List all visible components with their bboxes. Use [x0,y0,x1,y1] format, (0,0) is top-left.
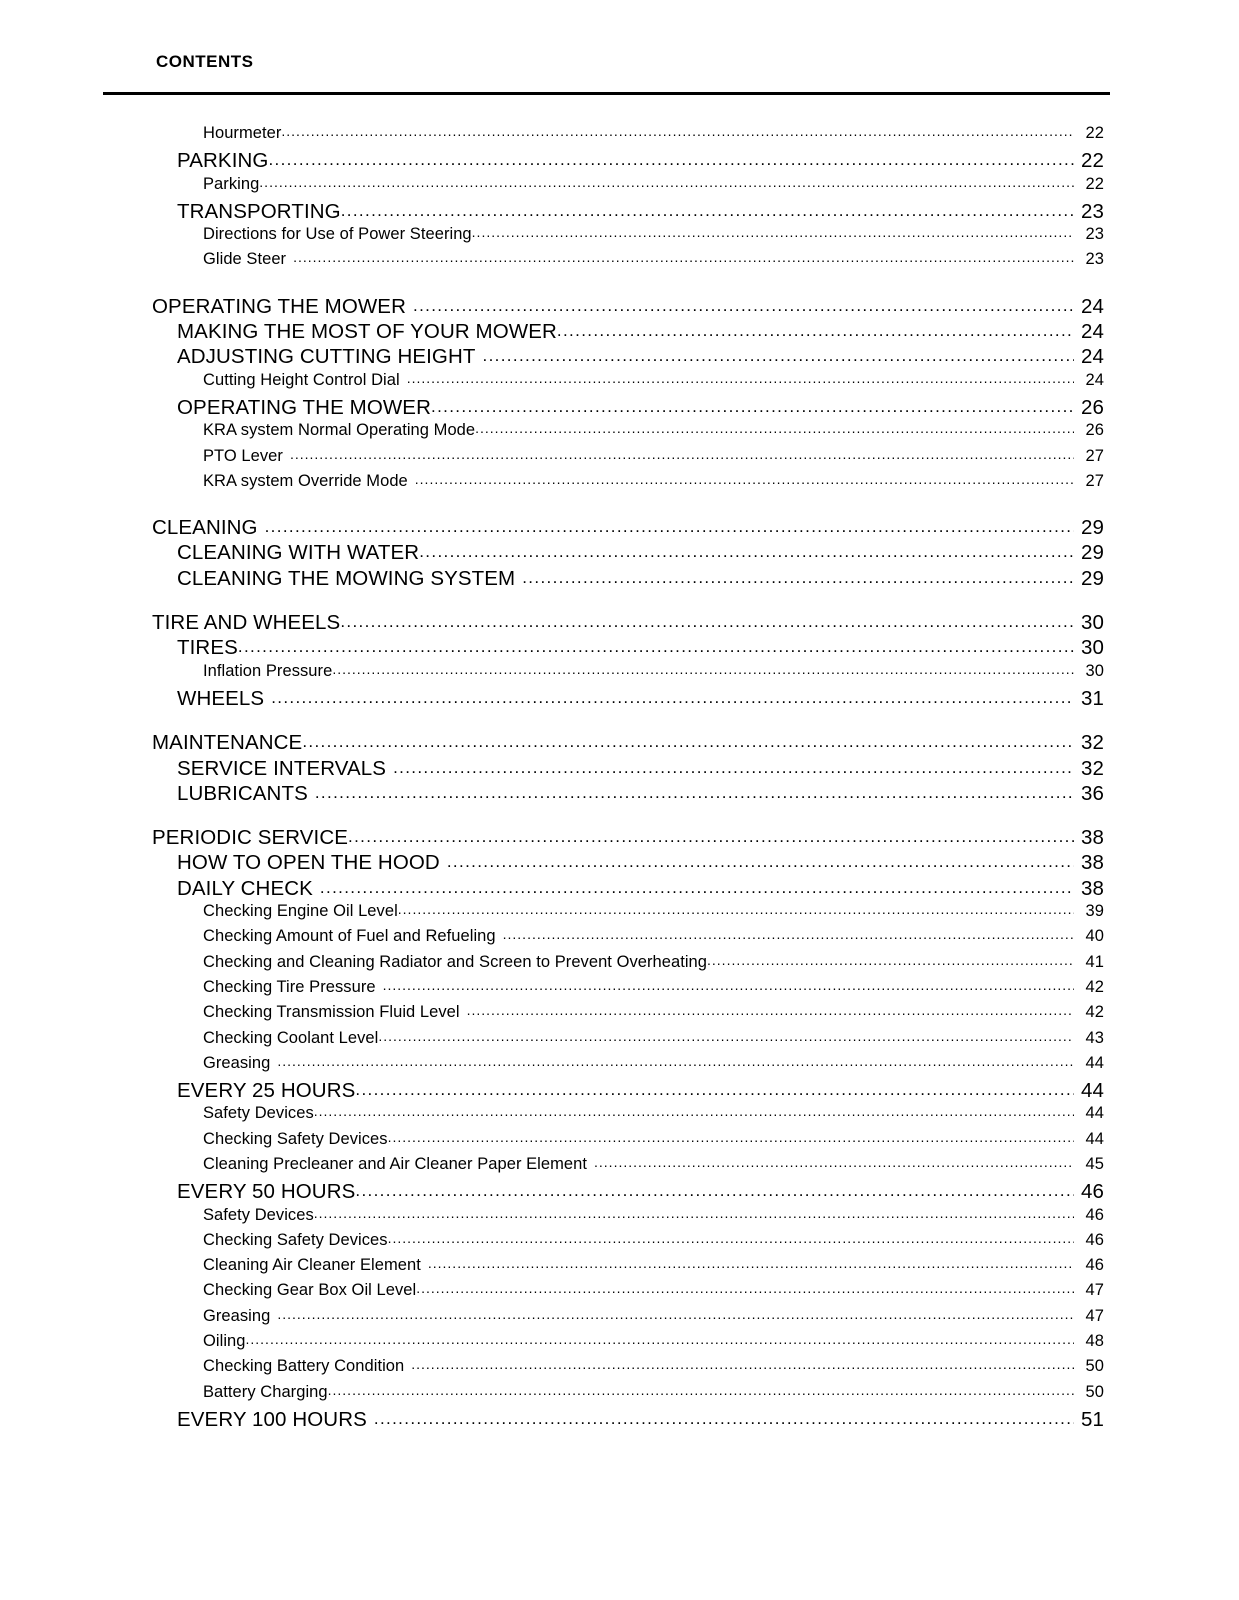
toc-leader-dots [411,1356,1074,1374]
toc-entry[interactable] [0,320,1239,345]
toc-entry[interactable] [0,1256,1239,1281]
toc-entry-page-number: 44 [1085,1129,1104,1148]
toc-entry-page-number: 31 [1080,686,1104,710]
toc-entry-label: Battery Charging [203,1382,328,1401]
toc-entry[interactable] [0,1079,1239,1104]
toc-entry-label: SERVICE INTERVALS [177,756,387,780]
toc-entry-label: TIRES [177,636,238,660]
toc-entry[interactable] [0,1231,1239,1256]
toc-entry-label: Parking [203,174,260,193]
toc-entry[interactable] [0,447,1239,472]
toc-entry-page-number: 30 [1080,636,1104,660]
toc-leader-dots [246,1331,1075,1349]
toc-entry[interactable] [0,1104,1239,1129]
toc-entry-page-number: 48 [1085,1332,1104,1351]
toc-group [0,731,1239,807]
toc-entry[interactable] [0,175,1239,200]
toc-leader-dots [472,224,1074,242]
toc-entry[interactable] [0,472,1239,497]
toc-entry-label: Cutting Height Control Dial [203,370,400,389]
toc-entry-label: Safety Devices [203,1205,314,1224]
toc-entry[interactable] [0,421,1239,446]
toc-entry-label: OPERATING THE MOWER [177,395,431,419]
toc-entry-label: Oiling [203,1332,246,1351]
toc-entry-label: PERIODIC SERVICE [152,826,349,850]
toc-entry-page-number: 45 [1085,1154,1104,1173]
toc-entry-label: Checking Safety Devices [203,1129,388,1148]
toc-entry-page-number: 27 [1085,446,1104,465]
toc-entry-label: Checking Engine Oil Level [203,902,398,921]
toc-entry-label: TRANSPORTING [177,199,341,223]
toc-entry[interactable] [0,345,1239,370]
toc-entry-label: KRA system Override Mode [203,471,408,490]
toc-entry-page-number: 29 [1080,541,1104,565]
toc-leader-dots [447,852,1074,872]
toc-entry-page-number: 46 [1085,1256,1104,1275]
toc-group [0,611,1239,712]
toc-entry-label: EVERY 25 HOURS [177,1079,356,1103]
toc-entry[interactable] [0,877,1239,902]
toc-entry[interactable] [0,1408,1239,1433]
toc-entry[interactable] [0,1357,1239,1382]
toc-leader-dots [238,637,1074,657]
toc-leader-dots [328,1382,1074,1400]
toc-entry[interactable] [0,1130,1239,1155]
toc-entry-page-number: 23 [1085,250,1104,269]
toc-entry-page-number: 24 [1080,320,1104,344]
toc-group [0,826,1239,1433]
toc-entry-page-number: 22 [1085,174,1104,193]
toc-leader-dots [277,1053,1074,1071]
toc-entry-label: MAKING THE MOST OF YOUR MOWER [177,320,557,344]
toc-leader-dots [268,150,1074,170]
toc-leader-dots [428,1255,1074,1273]
toc-entry-label: Inflation Pressure [203,661,333,680]
toc-entry-page-number: 26 [1085,421,1104,440]
toc-entry-page-number: 26 [1080,395,1104,419]
toc-entry-label: CLEANING THE MOWING SYSTEM [177,566,516,590]
toc-leader-dots [293,249,1074,267]
toc-entry-label: HOW TO OPEN THE HOOD [177,851,440,875]
toc-entry-page-number: 50 [1085,1357,1104,1376]
toc-leader-dots [302,732,1074,752]
toc-entry-label: Checking Tire Pressure [203,977,376,996]
toc-entry-label: WHEELS [177,686,265,710]
toc-leader-dots [332,661,1074,679]
toc-entry-page-number: 44 [1085,1053,1104,1072]
toc-leader-dots [431,397,1074,417]
toc-entry-label: Checking Battery Condition [203,1357,405,1376]
toc-leader-dots [340,612,1074,632]
toc-entry[interactable] [0,1206,1239,1231]
toc-entry-label: Checking Amount of Fuel and Refueling [203,927,496,946]
toc-entry-page-number: 24 [1080,294,1104,318]
toc-leader-dots [707,952,1074,970]
toc-entry-label: Hourmeter [203,124,282,142]
toc-entry-page-number: 30 [1080,611,1104,635]
toc-entry[interactable] [0,516,1239,541]
toc-entry[interactable] [0,978,1239,1003]
toc-entry[interactable] [0,1029,1239,1054]
toc-leader-dots [503,926,1074,944]
toc-leader-dots [413,296,1074,316]
toc-entry[interactable] [0,1155,1239,1180]
toc-entry[interactable] [0,1332,1239,1357]
toc-leader-dots [522,568,1074,588]
toc-entry-page-number: 32 [1080,756,1104,780]
toc-leader-dots [320,878,1074,898]
toc-entry-label: TIRE AND WHEELS [152,611,341,635]
toc-entry-label: Greasing [203,1053,271,1072]
toc-entry-label: CLEANING WITH WATER [177,541,420,565]
toc-entry[interactable] [0,567,1239,592]
toc-leader-dots [393,758,1074,778]
toc-entry-label: PARKING [177,149,269,173]
header-divider [103,92,1110,95]
toc-entry-page-number: 36 [1080,781,1104,805]
toc-entry-page-number: 46 [1080,1180,1104,1204]
toc-entry[interactable] [0,636,1239,661]
toc-entry[interactable] [0,200,1239,225]
toc-entry[interactable] [0,851,1239,876]
toc-entry[interactable] [0,225,1239,250]
toc-leader-dots [398,901,1074,919]
toc-entry-page-number: 29 [1080,516,1104,540]
toc-entry-page-number: 50 [1085,1382,1104,1401]
toc-entry[interactable] [0,1383,1239,1408]
toc-entry[interactable] [0,927,1239,952]
toc-leader-dots [419,542,1074,562]
toc-leader-dots [374,1409,1074,1429]
toc-entry-page-number: 30 [1085,661,1104,680]
toc-leader-dots [314,1103,1074,1121]
toc-entry-page-number: 22 [1085,124,1104,142]
toc-entry[interactable] [0,731,1239,756]
toc-entry-label: Cleaning Precleaner and Air Cleaner Paper Element [203,1154,588,1173]
toc-group [0,124,1239,276]
toc-entry-page-number: 23 [1080,199,1104,223]
toc-entry-page-number: 22 [1080,149,1104,173]
toc-entry-label: MAINTENANCE [152,731,303,755]
toc-entry-label: Safety Devices [203,1104,314,1123]
toc-entry-page-number: 47 [1085,1306,1104,1325]
toc-entry-page-number: 38 [1080,826,1104,850]
toc-entry-page-number: 32 [1080,731,1104,755]
toc-entry-page-number: 43 [1085,1028,1104,1047]
toc-leader-dots [475,420,1074,438]
toc-leader-dots [315,783,1074,803]
toc-entry[interactable] [0,149,1239,174]
toc-entry-page-number: 40 [1085,927,1104,946]
toc-entry-label: Checking and Cleaning Radiator and Screen to Prevent Overheating [203,952,708,971]
toc-entry[interactable] [0,541,1239,566]
toc-entry-page-number: 39 [1085,902,1104,921]
toc-leader-dots [271,688,1074,708]
toc-leader-dots [355,1181,1074,1201]
toc-entry[interactable] [0,782,1239,807]
toc-leader-dots [314,1205,1074,1223]
toc-entry[interactable] [0,371,1239,396]
toc-entry-label: Greasing [203,1306,271,1325]
toc-leader-dots [383,977,1074,995]
toc-entry-page-number: 42 [1085,1003,1104,1022]
toc-leader-dots [483,346,1074,366]
toc-leader-dots [355,1080,1074,1100]
toc-entry-label: Directions for Use of Power Steering [203,225,472,244]
toc-leader-dots [416,1280,1074,1298]
toc-entry-page-number: 29 [1080,566,1104,590]
toc-entry-page-number: 42 [1085,977,1104,996]
toc-entry-page-number: 23 [1085,225,1104,244]
toc-entry-label: Checking Transmission Fluid Level [203,1003,460,1022]
toc-entry[interactable] [0,1003,1239,1028]
toc-entry-label: PTO Lever [203,446,283,465]
toc-entry-page-number: 41 [1085,952,1104,971]
toc-leader-dots [594,1154,1074,1172]
toc-leader-dots [290,446,1074,464]
toc-leader-dots [259,174,1074,192]
toc-entry-label: EVERY 100 HOURS [177,1407,367,1431]
toc-leader-dots [281,123,1074,141]
toc-entry-label: Cleaning Air Cleaner Element [203,1256,421,1275]
toc-entry-label: DAILY CHECK [177,876,313,900]
toc-entry-page-number: 24 [1080,345,1104,369]
toc-entry[interactable] [0,1054,1239,1079]
toc-entry-page-number: 38 [1080,851,1104,875]
toc-group [0,295,1239,497]
toc-group [0,516,1239,592]
toc-leader-dots [388,1230,1074,1248]
toc-entry[interactable] [0,953,1239,978]
toc-entry-label: Checking Gear Box Oil Level [203,1281,417,1300]
toc-entry-label: OPERATING THE MOWER [152,294,406,318]
toc-entry-page-number: 38 [1080,876,1104,900]
toc-leader-dots [378,1028,1074,1046]
toc-entry[interactable] [0,295,1239,320]
toc-entry[interactable] [0,124,1239,149]
toc-entry[interactable] [0,1281,1239,1306]
toc-entry-page-number: 46 [1085,1230,1104,1249]
toc-leader-dots [407,370,1074,388]
toc-entry-page-number: 47 [1085,1281,1104,1300]
toc-leader-dots [265,517,1074,537]
toc-entry[interactable] [0,396,1239,421]
toc-entry-label: CLEANING [152,516,258,540]
toc-entry-page-number: 44 [1085,1104,1104,1123]
toc-leader-dots [467,1002,1074,1020]
table-of-contents [0,124,1239,1433]
toc-entry-label: Glide Steer [203,250,287,269]
toc-entry[interactable] [0,662,1239,687]
toc-entry[interactable] [0,687,1239,712]
toc-entry-page-number: 46 [1085,1205,1104,1224]
toc-entry[interactable] [0,902,1239,927]
toc-entry[interactable] [0,1180,1239,1205]
toc-entry-page-number: 24 [1085,370,1104,389]
toc-entry-label: EVERY 50 HOURS [177,1180,356,1204]
toc-leader-dots [388,1129,1074,1147]
toc-entry-page-number: 27 [1085,471,1104,490]
toc-entry-label: Checking Safety Devices [203,1230,388,1249]
toc-entry-label: KRA system Normal Operating Mode [203,421,476,440]
toc-entry[interactable] [0,611,1239,636]
toc-leader-dots [341,201,1074,221]
toc-entry[interactable] [0,1307,1239,1332]
toc-leader-dots [415,471,1074,489]
toc-entry[interactable] [0,826,1239,851]
toc-entry-label: LUBRICANTS [177,781,308,805]
toc-leader-dots [348,827,1074,847]
toc-leader-dots [277,1306,1074,1324]
toc-entry[interactable] [0,250,1239,275]
toc-entry[interactable] [0,757,1239,782]
toc-entry-page-number: 44 [1080,1079,1104,1103]
toc-leader-dots [557,321,1074,341]
page-title: CONTENTS [156,52,254,71]
toc-entry-label: Checking Coolant Level [203,1028,379,1047]
toc-entry-page-number: 51 [1080,1407,1104,1431]
toc-entry-label: ADJUSTING CUTTING HEIGHT [177,345,476,369]
